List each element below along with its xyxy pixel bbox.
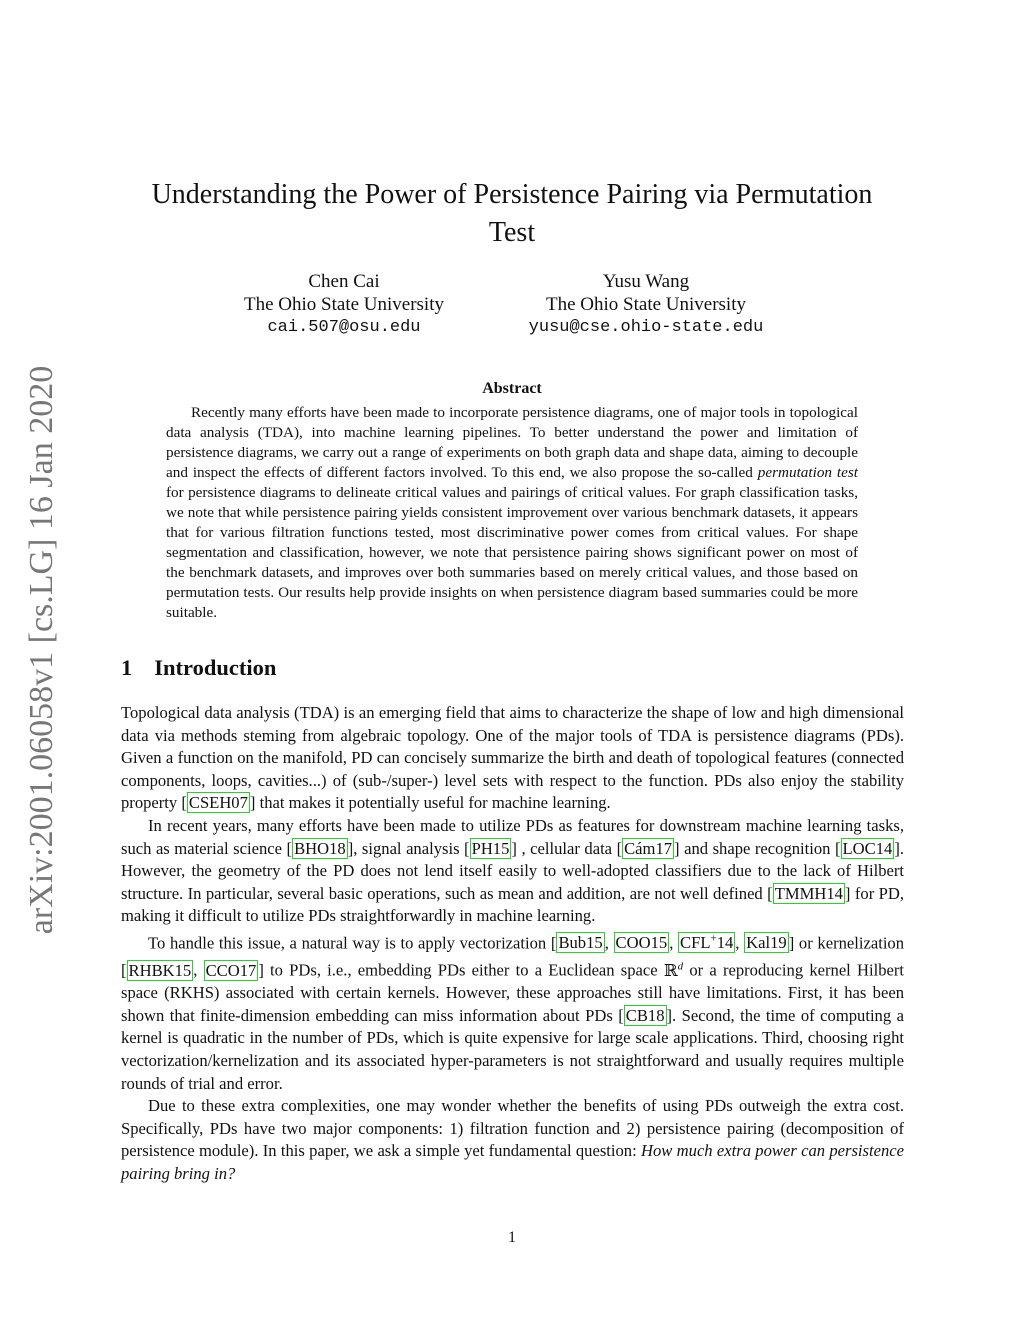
- text-run: To handle this issue, a natural way is to apply vectorization [: [148, 933, 557, 953]
- citation-link[interactable]: CSEH07: [188, 793, 248, 813]
- text-run: ,: [735, 933, 745, 953]
- abstract-text: [166, 403, 858, 623]
- abstract-heading: Abstract: [482, 380, 542, 397]
- citation-text: CFL: [680, 933, 711, 953]
- page-number: 1: [508, 1229, 516, 1246]
- citation-link[interactable]: Bub15: [558, 933, 603, 953]
- paragraph-3: [121, 928, 904, 1095]
- author-affiliation: The Ohio State University: [546, 294, 746, 315]
- text-run: ] that makes it potentially useful for machine learning.: [249, 793, 611, 813]
- section-heading: [121, 655, 276, 681]
- abstract-part-1: Recently many efforts have been made to incorporate persistence diagrams, one of major tools in topological data analysis (TDA), into machine learning pipelines. To better understand the power and limitation of persistence diagrams, we carry out a range of experiments on both graph data and shape data, aiming to decouple and inspect the effects of different factors involved. To this end, we also propose the so-called: [166, 404, 858, 481]
- citation-link[interactable]: Kal19: [746, 933, 787, 953]
- citation-link[interactable]: PH15: [471, 838, 510, 858]
- citation-link[interactable]: COO15: [615, 933, 668, 953]
- abstract-emphasis: permutation test: [757, 464, 858, 481]
- text-run: ,: [604, 933, 614, 953]
- text-run: ,: [669, 933, 679, 953]
- paragraph-4: [121, 1095, 904, 1185]
- paper-title: [122, 176, 902, 252]
- abstract-part-2: for persistence diagrams to delineate critical values and pairings of critical values. For graph classification tasks, we note that while persistence pairing yields consistent improvement over various benchmark datasets, it appears that for various filtration functions tested, most discriminative power comes from critical values. For shape segmentation and classification, however, we note that persistence pairing shows significant power on most of the benchmark datasets, and improves over both summaries based on merely critical values, and those based on permutation tests. Our results help provide insights on when persistence diagram based summaries could be more suitable.: [166, 484, 858, 621]
- citation-link[interactable]: CB18: [625, 1005, 665, 1025]
- author-affiliation: The Ohio State University: [244, 294, 444, 315]
- author-name: Yusu Wang: [602, 271, 690, 292]
- author-email[interactable]: cai.507@osu.edu: [267, 318, 421, 337]
- author-email[interactable]: yusu@cse.ohio-state.edu: [528, 318, 764, 337]
- text-run: ]. However, the geometry of the PD does not lend itself easily to well-adopted classifiers due to the lack of Hilbert structure. In particular, several basic operations, such as mean and addition, are not well defined [: [121, 838, 904, 903]
- citation-link[interactable]: [678, 932, 735, 953]
- text-run: ] or kernelization [: [121, 933, 905, 980]
- paragraph-1: [121, 702, 904, 815]
- citation-link[interactable]: Cám17: [624, 838, 673, 858]
- citation-link[interactable]: BHO18: [294, 838, 346, 858]
- title-line-1: Understanding the Power of Persistence Pairing via Permutation: [151, 179, 873, 210]
- text-run: Topological data analysis (TDA) is an emerging field that aims to characterize the shape of low and high dimensional data via methods steming from algebraic topology. One of the major tools of TDA is persistence diagrams (PDs). Given a function on the manifold, PD can concisely summarize the birth and death of topological features (connected components, loops, cavities...) of (sub-/super-) level sets with respect to the function. PDs also enjoy the stability property [: [121, 703, 904, 813]
- math-real-space: [664, 961, 683, 980]
- math-symbol: ℝ: [663, 960, 678, 980]
- text-run: ], signal analysis [: [347, 838, 470, 858]
- title-line-2: Test: [488, 217, 536, 248]
- research-question: How much extra power can persistence pairing bring in?: [121, 1141, 904, 1183]
- author-name: Chen Cai: [308, 271, 380, 292]
- text-run: ] for PD, making it difficult to utilize PDs straightforwardly in machine learning.: [121, 883, 904, 926]
- section-number: 1: [121, 655, 133, 680]
- text-run: ] , cellular data [: [511, 838, 623, 858]
- section-title: Introduction: [154, 655, 277, 680]
- introduction-body: [121, 702, 904, 1186]
- arxiv-side-stamp: arXiv:2001.06058v1 [cs.LG] 16 Jan 2020: [23, 365, 60, 935]
- author-block-2: [496, 270, 796, 339]
- author-block-1: [214, 270, 474, 339]
- math-superscript: d: [677, 960, 684, 973]
- citation-text: 14: [716, 933, 734, 953]
- citation-link[interactable]: LOC14: [842, 838, 893, 858]
- citation-link[interactable]: CCO17: [205, 960, 257, 980]
- text-run: ] and shape recognition [: [674, 838, 841, 858]
- text-run: Due to these extra complexities, one may wonder whether the benefits of using PDs outweigh the extra cost. Specifically, PDs have two major components: 1) filtration function and 2) persistence pairing (decomposition of persistence module). In this paper, we ask a simple yet fundamental question:: [121, 1096, 904, 1161]
- text-run: ] to PDs, i.e., embedding PDs either to a Euclidean space: [258, 960, 664, 980]
- citation-superscript: +: [710, 932, 717, 945]
- text-run: In recent years, many efforts have been made to utilize PDs as features for downstream machine learning tasks, such as material science [: [121, 815, 904, 858]
- text-run: ]. Second, the time of computing a kernel is quadratic in the number of PDs, which is quite expensive for large scale applications. Third, choosing right vectorization/kernelization and its associated hyper-parameters is not straightforward and usually requires multiple rounds of trial and error.: [121, 1005, 904, 1093]
- text-run: or a reproducing kernel Hilbert space (RKHS) associated with certain kernels. However, these approaches still have limitations. First, it has been shown that finite-dimension embedding can miss information about PDs [: [121, 960, 904, 1025]
- paragraph-2: [121, 815, 904, 928]
- text-run: ,: [193, 960, 204, 980]
- citation-link[interactable]: TMMH14: [774, 883, 843, 903]
- citation-link[interactable]: RHBK15: [128, 960, 192, 980]
